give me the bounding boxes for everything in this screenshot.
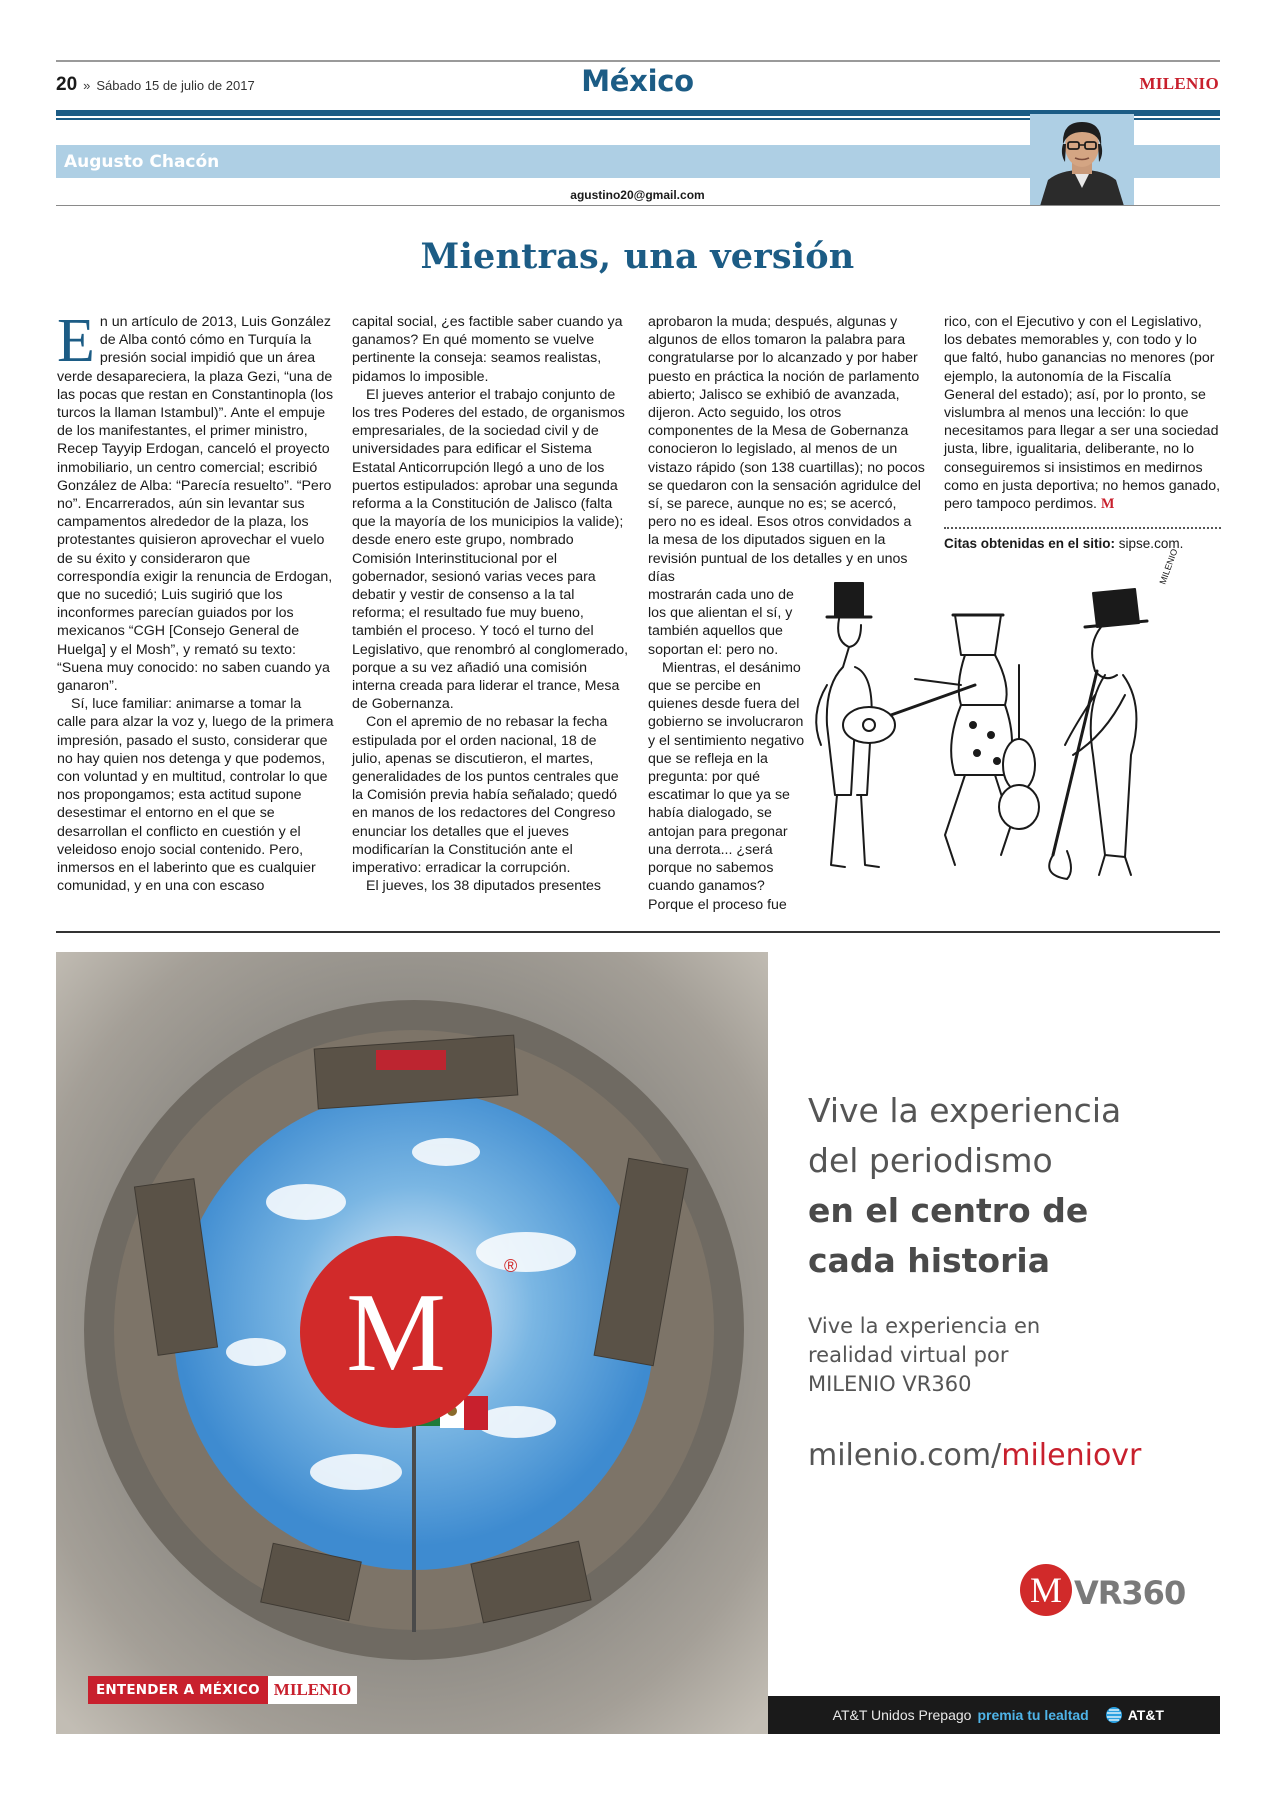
article-paragraph: Mientras, el desánimo que se percibe en quienes desde fuera del gobierno se involucraron y el sentimiento negativo que se refleja en la pregunta: por qué escatimar lo que ya se había dialogado, se antojan para pregonar una derrota... ¿será porque no sabemos cuando ganamos? Porque el proceso fue bbox=[648, 659, 805, 913]
ad-subtext bbox=[808, 1312, 1040, 1399]
section-title: México bbox=[581, 64, 694, 98]
ad-campaign-tag bbox=[88, 1676, 357, 1704]
att-sponsor-text: AT&T Unidos Prepago bbox=[832, 1707, 972, 1723]
vr-logo-letter: M bbox=[1029, 1570, 1063, 1610]
ad-subtext-line: realidad virtual por bbox=[808, 1343, 1009, 1367]
end-mark-icon: M bbox=[1100, 496, 1115, 513]
article-paragraph: capital social, ¿es factible saber cuando ya ganamos? En qué momento se vuelve pertinente la conseja: seamos realistas, pidamos lo imposible. bbox=[352, 314, 623, 385]
ad-campaign-slogan: ENTENDER A MÉXICO bbox=[88, 1676, 268, 1704]
header-top-rule bbox=[56, 60, 1220, 62]
ad-url-link[interactable]: milenio.com/mileniovr bbox=[808, 1438, 1142, 1473]
article-column-2 bbox=[352, 313, 629, 896]
att-globe-icon bbox=[1105, 1706, 1123, 1724]
article-paragraph: rico, con el Ejecutivo y con el Legislativo, los debates memorables y, con todo y lo que faltó, hubo ganancias no menores (por ejemplo, la autonomía de la Fiscalía General del estado); así, por lo pronto, se vislumbra al menos una lección: lo que necesitamos para llegar a ser una sociedad justa, libre, igualitaria, deliberante, no lo conseguiremos si insistimos en medirnos como en justa deportiva; no hemos ganado, pero tampoco perdimos. M bbox=[944, 314, 1221, 513]
zocalo-tiny-planet-illustration bbox=[56, 952, 768, 1734]
citation bbox=[944, 535, 1221, 553]
registered-mark: ® bbox=[504, 1256, 518, 1276]
masthead-brand: MILENIO bbox=[1139, 74, 1219, 93]
page-number: 20 bbox=[56, 74, 78, 95]
att-brand bbox=[1105, 1706, 1164, 1724]
article-paragraph: aprobaron la muda; después, algunas y algunos de ellos tomaron la palabra para congratularse por lo alcanzado y por haber puesto en práctica la noción de parlamento abierto; Jalisco se exhibió de avanzada, dijeron. Acto seguido, los otros componentes de la Mesa de Gobernanza conocieron lo legislado, al menos de un vistazo rápido (son 138 cuartillas); no pocos se quedaron con la sensación agridulce del sí, se parece, aunque no es; se acercó, pero no es ideal. Esos otros convidados a la mesa de los diputados siguen en la revisión puntual de los detalles y en unos días bbox=[648, 314, 925, 585]
vr-logo-text: VR360 bbox=[1074, 1574, 1186, 1612]
section-divider bbox=[56, 931, 1220, 933]
ad-headline-line: en el centro de bbox=[808, 1191, 1089, 1230]
ad-headline bbox=[808, 1086, 1121, 1286]
citation-source[interactable]: sipse.com. bbox=[1118, 536, 1184, 552]
article-paragraph: Con el apremio de no rebasar la fecha estipulada por el orden nacional, 18 de julio, apenas se discutieron, el martes, generalidades de los puntos centrales que la Comisión previa había señalado; quedó en manos de los redactores del Congreso enunciar los detalles que el jueves modificarían la Constitución ante el imperativo: erradicar la corrupción. bbox=[352, 714, 619, 877]
issue-date: Sábado 15 de julio de 2017 bbox=[96, 78, 255, 93]
milenio-logo-letter: M bbox=[346, 1271, 446, 1395]
double-chevron-icon: » bbox=[83, 78, 91, 93]
att-sponsor-highlight: premia tu lealtad bbox=[977, 1707, 1089, 1723]
article-paragraph: El jueves, los 38 diputados presentes bbox=[366, 878, 602, 895]
author-email[interactable]: agustino20@gmail.com bbox=[570, 188, 705, 202]
article-paragraph: mostrarán cada uno de los que alientan el sí, y también aquellos que soportan el: pero no. bbox=[648, 587, 794, 658]
article-column-3-wrap bbox=[648, 586, 808, 914]
article-paragraph: Sí, luce familiar: animarse a tomar la calle para alzar la voz y, luego de la primera impresión, pasado el susto, considerar que no hay quien nos detenga y que podemos, con voluntad y en multitud, controlar lo que nos propongamos; esta actitud supone desestimar el entorno en el que se desarrollan el conflicto en cuestión y el veleidoso enojo social contenido. Pero, inmersos en el laberinto que es cualquier comunidad, y en una con escaso bbox=[57, 696, 334, 895]
ad-headline-line: del periodismo bbox=[808, 1141, 1053, 1180]
cartoon-signature: MILENIO bbox=[1157, 547, 1180, 586]
article-column-4 bbox=[944, 313, 1221, 553]
author-bottom-rule bbox=[56, 205, 1220, 206]
ad-panorama-image[interactable] bbox=[56, 952, 768, 1734]
ad-campaign-brand: MILENIO bbox=[268, 1676, 357, 1704]
citation-divider bbox=[944, 527, 1221, 529]
citation-label: Citas obtenidas en el sitio: bbox=[944, 536, 1116, 552]
author-name: Augusto Chacón bbox=[64, 152, 220, 172]
article-paragraph: El jueves anterior el trabajo conjunto de los tres Poderes del estado, de organismos empresariales, de la sociedad civil y de universidades para edificar el Sistema Estatal Anticorrupción llegó a uno de los puertos estipulados: aprobar una segunda reforma a la Constitución de Jalisco (falta que la mayoría de los municipios la valide); desde enero este grupo, nombrado Comisión Interinstitucional por el gobernador, sesionó varias veces para debatir y vestir de consenso a la tal reforma; el resultado fue muy bueno, también el proceso. Y tocó el turno del Legislativo, que renombró al conglomerado, porque a su vez añadió una comisión interna creada para liderar el trance, Mesa de Gobernanza. bbox=[352, 386, 629, 713]
article-column-1 bbox=[57, 307, 334, 896]
article-headline: Mientras, una versión bbox=[420, 236, 855, 277]
drop-cap: E bbox=[57, 307, 95, 375]
ad-headline-line: Vive la experiencia bbox=[808, 1091, 1122, 1130]
ad-headline-line: cada historia bbox=[808, 1241, 1050, 1280]
article-paragraph: En un artículo de 2013, Luis González de Alba contó cómo en Turquía la presión social impidió que un área verde desapareciera, la plaza Gezi, “una de las pocas que restan en Constantinopla (los turcos la llaman Istambul)”. Ante el empuje de los manifestantes, el primer ministro, Recep Tayyip Erdogan, canceló el proyecto inmobiliario, un centro comercial; escribió González de Alba: “Parecía resuelto”. “Pero no”. Encarrerados, aún sin levantar sus campamentos alrededor de la plaza, los protestantes quisieron aprovechar el vuelo de su éxito y consideraron que correspondía exigir la renuncia de Erdogan, que no sucedió; Luis sugirió que los inconformes parecían guiados por los mexicanos “CGH [Consejo General de Huelga] y el Mosh”, y remató su texto: “Suena muy conocido: no saben cuando ya ganaron”. bbox=[57, 307, 334, 695]
ad-subtext-line: MILENIO VR360 bbox=[808, 1372, 972, 1396]
milenio-vr360-logo bbox=[1014, 1560, 1192, 1620]
editorial-cartoon bbox=[805, 547, 1220, 890]
att-brand-text: AT&T bbox=[1127, 1707, 1164, 1723]
ad-subtext-line: Vive la experiencia en bbox=[808, 1314, 1041, 1338]
att-sponsor-bar[interactable] bbox=[768, 1696, 1220, 1734]
